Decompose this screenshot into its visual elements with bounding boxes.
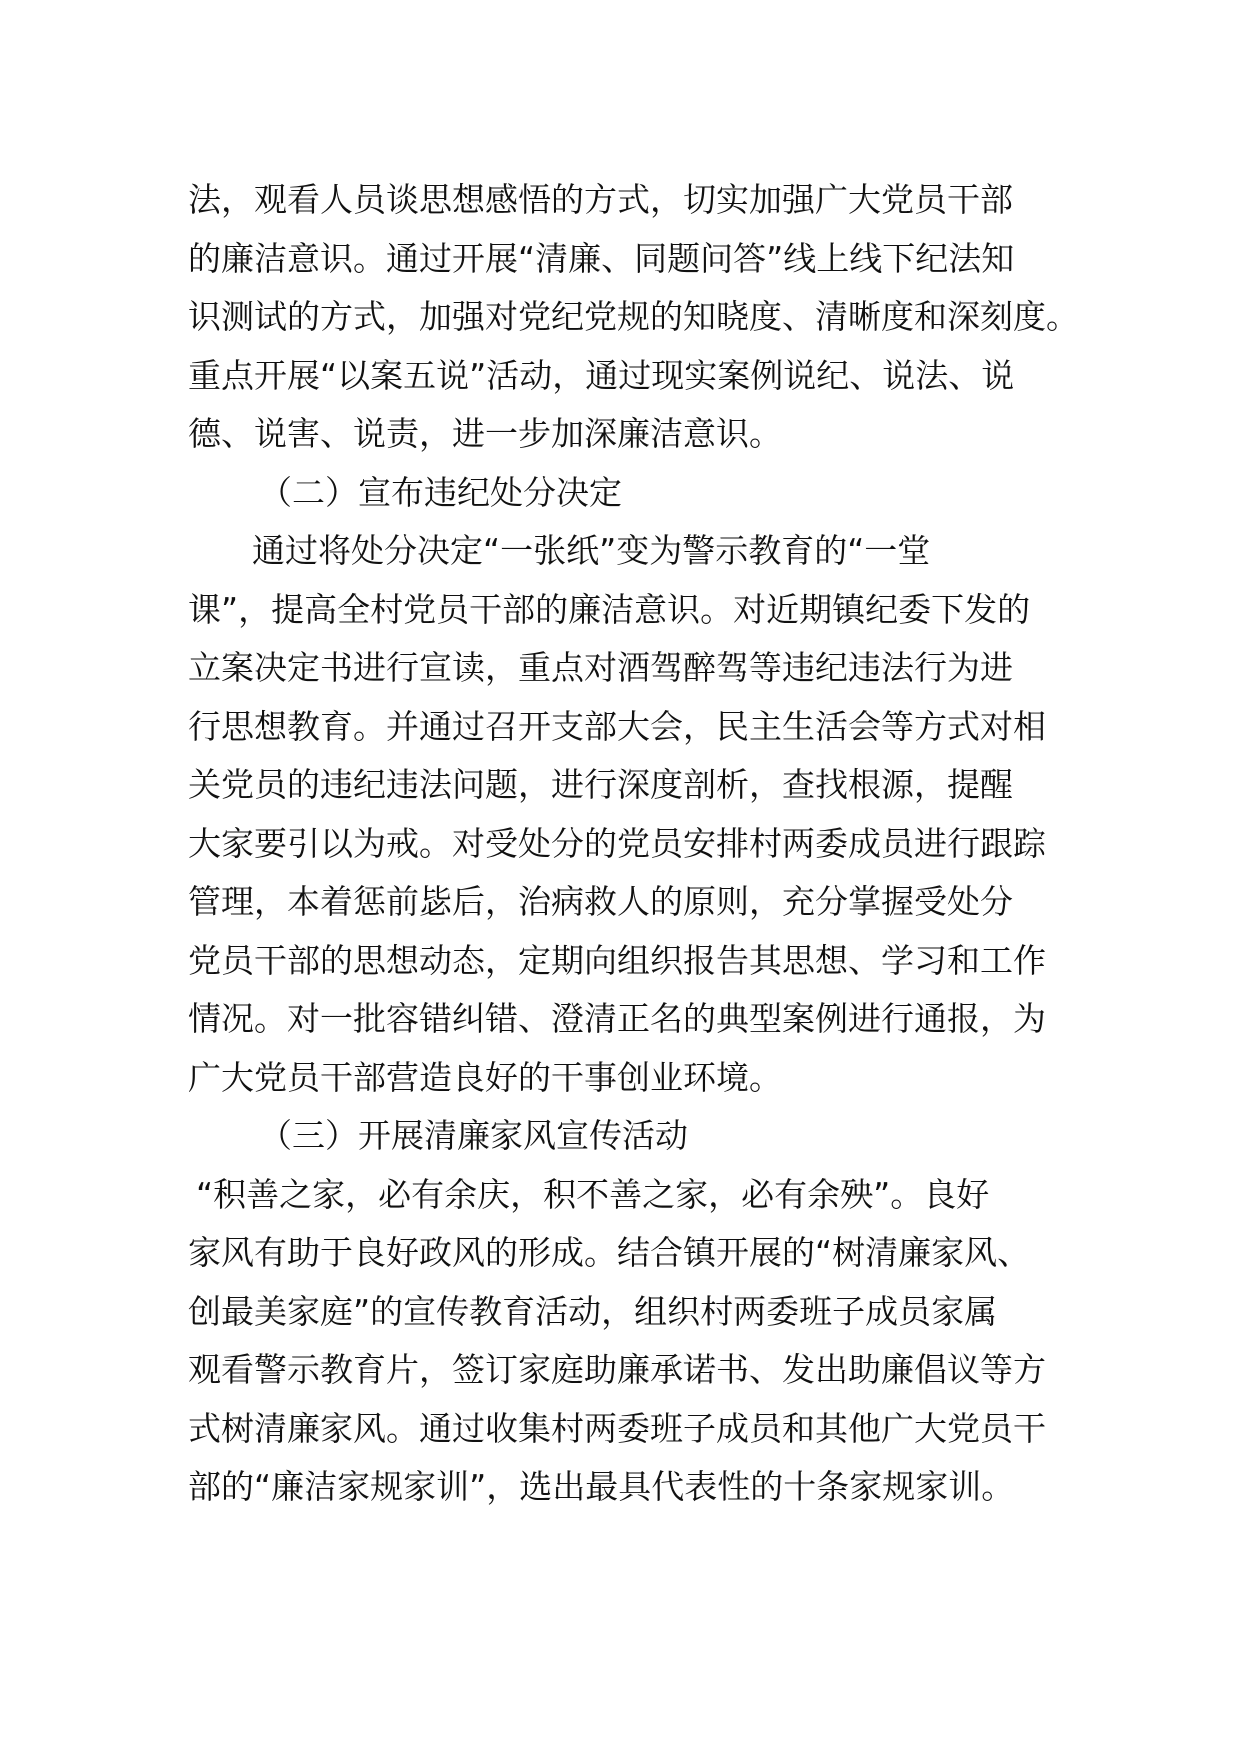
text-line: 关党员的违纪违法问题，进行深度剖析，查找根源，提醒 — [188, 765, 1013, 804]
text-line: 重点开展“以案五说”活动，通过现实案例说纪、说法、说 — [188, 355, 1015, 395]
text-line: 党员干部的思想动态，定期向组织报告其思想、学习和工作 — [188, 940, 1046, 980]
text-line: 家风有助于良好政风的形成。结合镇开展的“树清廉家风、 — [188, 1233, 1031, 1272]
text-line: 德、说害、说责，进一步加深廉洁意识。 — [188, 414, 782, 453]
document-body — [188, 171, 1079, 1517]
text-line: 管理，本着惩前毖后，治病救人的原则，充分掌握受处分 — [188, 882, 1013, 921]
text-line: 立案决定书进行宣读，重点对酒驾醉驾等违纪违法行为进 — [188, 648, 1013, 687]
text-line: 行思想教育。并通过召开支部大会，民主生活会等方式对相 — [188, 706, 1046, 746]
text-line: 大家要引以为戒。对受处分的党员安排村两委成员进行跟踪 — [188, 823, 1046, 863]
section-heading-2: （二）宣布违纪处分决定 — [259, 472, 622, 512]
text-line: 式树清廉家风。通过收集村两委班子成员和其他广大党员干 — [188, 1408, 1046, 1448]
text-line: 广大党员干部营造良好的干事创业环境。 — [188, 1057, 782, 1097]
text-line: “积善之家，必有余庆，积不善之家，必有余殃”。良好 — [196, 1174, 990, 1214]
text-line: 情况。对一批容错纠错、澄清正名的典型案例进行通报，为 — [188, 999, 1046, 1038]
text-line: 部的“廉洁家规家训”，选出最具代表性的十条家规家训。 — [188, 1467, 1015, 1506]
text-line: 观看警示教育片，签订家庭助廉承诺书、发出助廉倡议等方 — [188, 1350, 1046, 1389]
text-line: 创最美家庭”的宣传教育活动，组织村两委班子成员家属 — [188, 1291, 998, 1331]
text-line: 通过将处分决定“一张纸”变为警示教育的“一堂 — [252, 531, 931, 570]
text-line: 的廉洁意识。通过开展“清廉、同题问答”线上线下纪法知 — [188, 238, 1015, 278]
text-line: 识测试的方式，加强对党纪党规的知晓度、清晰度和深刻度。 — [188, 297, 1079, 336]
text-line: 法，观看人员谈思想感悟的方式，切实加强广大党员干部 — [188, 180, 1013, 219]
section-heading-3: （三）开展清廉家风宣传活动 — [259, 1116, 688, 1155]
text-line: 课”，提高全村党员干部的廉洁意识。对近期镇纪委下发的 — [188, 589, 1031, 629]
